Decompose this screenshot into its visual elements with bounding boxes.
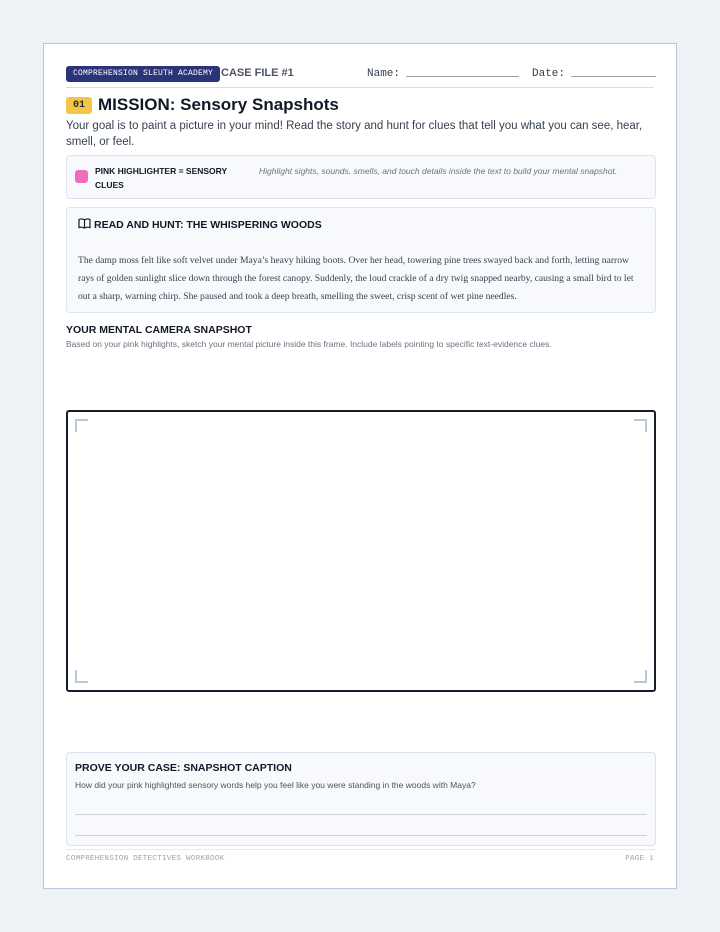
highlighter-legend [66, 155, 656, 199]
story-heading [78, 218, 322, 231]
mission-number-badge: 01 [66, 97, 92, 114]
story-heading-text: READ AND HUNT: THE WHISPERING WOODS [94, 219, 322, 231]
frame-corner-top-left [75, 419, 88, 432]
answer-line[interactable] [75, 835, 647, 836]
camera-section-title: YOUR MENTAL CAMERA SNAPSHOT [66, 324, 252, 336]
frame-corner-bottom-left [75, 670, 88, 683]
name-field[interactable] [406, 76, 519, 77]
story-passage[interactable]: The damp moss felt like soft velvet under Maya’s heavy hiking boots. Over her head, towering pine trees swayed back and forth, letting narrow rays of golden sunlight slice down through the forest canopy. Suddenly, the loud crackle of a dry twig snapped nearby, causing a small bird to let out a sharp, warning chirp. She paused and took a deep breath, smelling the sweet, crisp scent of wet pine needles. [78, 255, 634, 302]
academy-badge: COMPREHENSION SLEUTH ACADEMY [66, 66, 220, 82]
mission-title: MISSION: Sensory Snapshots [98, 95, 339, 114]
sketch-frame[interactable] [66, 410, 656, 692]
frame-corner-bottom-right [634, 670, 647, 683]
caption-title: PROVE YOUR CASE: SNAPSHOT CAPTION [75, 762, 292, 774]
legend-label: PINK HIGHLIGHTER = SENSORY CLUES [95, 166, 228, 190]
footer-workbook-title: COMPREHENSION DETECTIVES WORKBOOK [66, 855, 225, 863]
camera-section-description: Based on your pink highlights, sketch your mental picture inside this frame. Include labels pointing to specific text-evidence clues. [66, 339, 552, 349]
name-label: Name: [367, 68, 401, 80]
date-label: Date: [532, 68, 566, 80]
answer-line[interactable] [75, 814, 647, 815]
legend-note: Highlight sights, sounds, smells, and touch details inside the text to build your mental snapshot. [259, 166, 618, 176]
pink-highlighter-swatch [75, 170, 88, 183]
date-field[interactable] [571, 76, 656, 77]
case-file-label: CASE FILE #1 [221, 67, 294, 79]
worksheet-page [43, 43, 677, 889]
footer-divider [66, 849, 656, 850]
book-icon [78, 218, 91, 229]
caption-question: How did your pink highlighted sensory words help you feel like you were standing in the woods with Maya? [75, 780, 476, 790]
footer-page-number: PAGE 1 [625, 855, 654, 863]
story-box [66, 207, 656, 313]
frame-corner-top-right [634, 419, 647, 432]
mission-description: Your goal is to paint a picture in your mind! Read the story and hunt for clues that tell you what you can see, hear, smell, or feel. [66, 120, 643, 148]
caption-box [66, 752, 656, 846]
worksheet-header [66, 66, 654, 88]
